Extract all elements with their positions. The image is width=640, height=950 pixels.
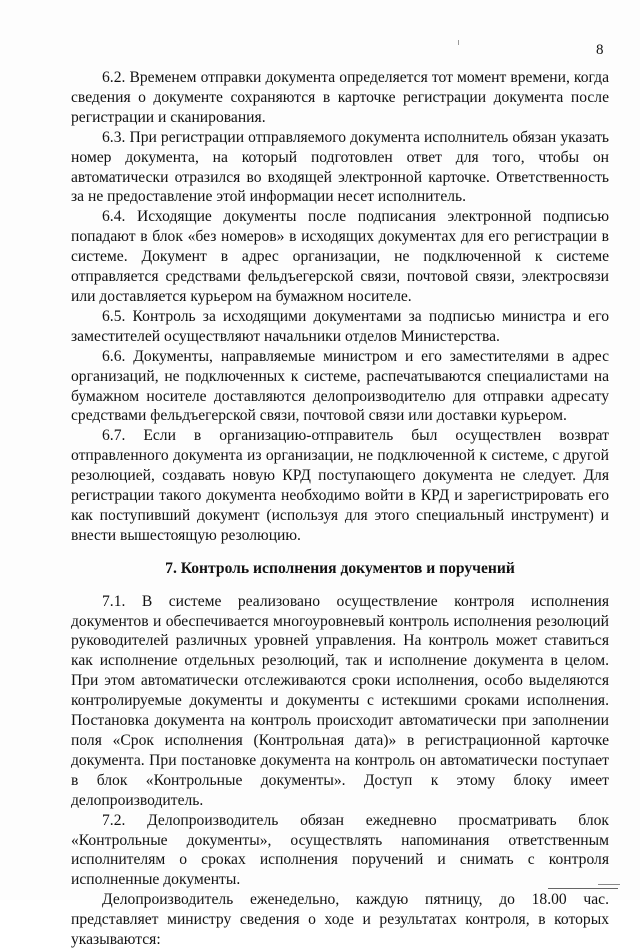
page-number: 8 xyxy=(596,42,604,58)
paragraph-6-5: 6.5. Контроль за исходящими документами за подписью министра и его заместителей осуществляют начальники отделов Министерства. xyxy=(71,307,609,345)
footer-rule-short xyxy=(598,884,620,885)
paragraph-6-3: 6.3. При регистрации отправляемого документа исполнитель обязан указать номер документа, на который подготовлен ответ для того, чтобы он автоматически отразился во входящей электронной карточке. Ответственность за не предоставление этой информации несет исполнитель. xyxy=(71,128,609,206)
section-heading: 7. Контроль исполнения документов и поручений xyxy=(165,559,515,577)
scan-artifact xyxy=(458,40,459,45)
paragraph-weekly-report: Делопроизводитель еженедельно, каждую пятницу, до 18.00 час. представляет министру сведения о ходе и результатах контроля, в которых указываются: xyxy=(71,891,609,949)
footer-rule xyxy=(548,888,618,889)
paragraph-6-4: 6.4. Исходящие документы после подписания электронной подписью попадают в блок «без номеров» в исходящих документах для его регистрации в системе. Документ в адрес организации, не подключенной к системе отправляется средствами фельдъегерской связи, почтовой связи, электросвязи или доставляется курьером на бумажном носителе. xyxy=(71,208,609,305)
paragraph-7-2: 7.2. Делопроизводитель обязан ежедневно просматривать блок «Контрольные документы», осуществлять напоминания ответственным исполнителям о сроках исполнения поручений и снимать с контроля исполненные документы. xyxy=(71,811,609,889)
paragraph-6-6: 6.6. Документы, направляемые министром и его заместителями в адрес организаций, не подключенных к системе, распечатываются специалистами на бумажном носителе доставляются делопроизводителю для отправки адресату средствами фельдъегерской связи, почтовой связи или доставки курьером. xyxy=(71,347,609,425)
document-body xyxy=(71,68,609,950)
paragraph-7-1: 7.1. В системе реализовано осуществление контроля исполнения документов и обеспечивается многоуровневый контроль исполнения резолюций руководителей различных уровней управления. На контроль может ставиться как исполнение отдельных резолюций, так и исполнение документа в целом. При этом автоматически отслеживаются сроки исполнения, особо выделяются контролируемые документы и документы с истекшими сроками исполнения. Постановка документа на контроль происходит автоматически при заполнении поля «Срок исполнения (Контрольная дата)» в регистрационной карточке документа. При постановке документа на контроль он автоматически поступает в блок «Контрольные документы». Доступ к этому блоку имеет делопроизводитель. xyxy=(71,592,609,809)
paragraph-6-2: 6.2. Временем отправки документа определяется тот момент времени, когда сведения о документе сохраняются в карточке регистрации документа после регистрации и сканирования. xyxy=(71,69,609,126)
paragraph-6-7: 6.7. Если в организацию-отправитель был осуществлен возврат отправленного документа из организации, не подключенной к системе, с другой резолюцией, создавать новую КРД поступающего документа не следует. Для регистрации такого документа необходимо войти в КРД и зарегистрировать его как поступивший документ (используя для этого специальный инструмент) и внести вышестоящую резолюцию. xyxy=(71,427,609,544)
